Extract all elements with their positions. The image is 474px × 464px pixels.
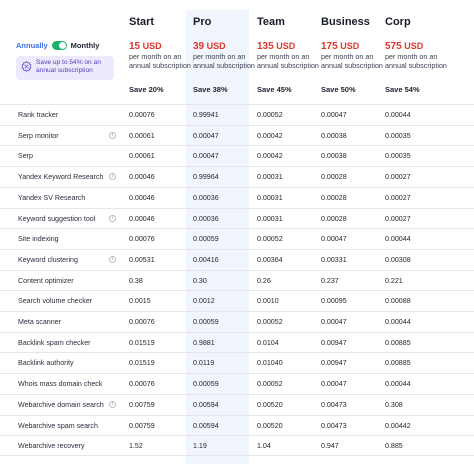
price-cell: 0.00052	[257, 111, 283, 119]
discount-icon	[21, 61, 32, 72]
plan-price: 135 USD	[257, 41, 296, 52]
price-cell: 0.00047	[321, 380, 347, 389]
plan-price: 175 USD	[321, 41, 360, 52]
feature-name: Yandex Keyword Research	[18, 173, 104, 182]
table-row	[0, 415, 474, 436]
price-cell: 0.00044	[385, 318, 411, 326]
table-row	[0, 228, 474, 249]
price-cell: 0.00047	[321, 235, 347, 244]
toggle-knob	[59, 42, 66, 49]
price-cell: 0.00759	[129, 421, 155, 430]
feature-name: Backlink authority	[18, 359, 74, 368]
price-cell: 0.00031	[257, 173, 283, 182]
price-cell: 0.00885	[385, 338, 411, 347]
plan-price-description: per month on an annual subscription	[193, 52, 255, 70]
price-cell: 0.01519	[129, 359, 155, 368]
price-cell: 0.0119	[193, 359, 215, 368]
table-row	[0, 166, 474, 187]
plan-price-description: per month on an annual subscription	[321, 52, 383, 70]
save-badge-text: Save up to 54% on an annual subscription	[36, 59, 101, 74]
price-cell: 0.00047	[193, 131, 219, 140]
price-cell: 0.00036	[193, 193, 219, 202]
price-cell: 0.947	[321, 442, 339, 451]
price-cell: 0.26	[257, 276, 271, 285]
plan-name: Team	[257, 16, 285, 28]
price-cell: 0.00031	[257, 214, 283, 223]
table-row	[0, 373, 474, 394]
feature-name: Webarchive domain search	[18, 400, 104, 409]
annually-label[interactable]: Annually	[16, 41, 48, 50]
feature-name: Keyword suggestion tool	[18, 214, 96, 223]
table-row	[0, 311, 474, 332]
price-cell: 0.0012	[193, 297, 215, 306]
price-cell: 0.00061	[129, 131, 155, 140]
price-cell: 0.01519	[129, 338, 155, 347]
price-cell: 0.99941	[193, 111, 219, 119]
price-cell: 0.00052	[257, 235, 283, 244]
plan-name: Business	[321, 16, 370, 28]
price-cell: 0.00308	[385, 255, 411, 264]
feature-name: Backlink spam checker	[18, 338, 91, 347]
info-icon[interactable]: i	[109, 401, 116, 408]
price-cell: 0.00028	[321, 193, 347, 202]
price-cell: 0.00027	[385, 193, 411, 202]
plan-price-description: per month on an annual subscription	[257, 52, 319, 70]
price-cell: 0.00095	[321, 297, 347, 306]
price-cell: 0.00031	[257, 193, 283, 202]
price-cell: 0.0015	[129, 297, 151, 306]
price-cell: 0.00076	[129, 111, 155, 119]
feature-name: Webarchive recovery	[18, 442, 85, 451]
price-cell: 0.00076	[129, 318, 155, 326]
table-row	[0, 352, 474, 373]
price-cell: 0.00046	[129, 193, 155, 202]
price-cell: 0.00047	[321, 111, 347, 119]
table-row	[0, 435, 474, 456]
price-cell: 0.00594	[193, 421, 219, 430]
price-cell: 0.00059	[193, 235, 219, 244]
price-cell: 0.00059	[193, 318, 219, 326]
billing-toggle	[16, 41, 99, 50]
feature-name: Search volume checker	[18, 297, 93, 306]
table-row	[0, 290, 474, 311]
price-cell: 0.00594	[193, 400, 219, 409]
price-cell: 0.221	[385, 276, 403, 285]
price-cell: 0.00044	[385, 380, 411, 389]
price-cell: 0.308	[385, 400, 403, 409]
price-cell: 0.00036	[193, 214, 219, 223]
plan-price-description: per month on an annual subscription	[385, 52, 447, 70]
price-cell: 0.00947	[321, 359, 347, 368]
pricing-header	[0, 0, 474, 104]
price-cell: 0.00038	[321, 152, 347, 161]
plan-savings: Save 20%	[129, 85, 164, 94]
price-cell: 0.00061	[129, 152, 155, 161]
plan-savings: Save 38%	[193, 85, 228, 94]
price-cell: 0.237	[321, 276, 339, 285]
price-cell: 0.00076	[129, 235, 155, 244]
price-cell: 0.00028	[321, 173, 347, 182]
price-cell: 0.00473	[321, 421, 347, 430]
price-cell: 0.00520	[257, 400, 283, 409]
info-icon[interactable]: i	[109, 173, 116, 180]
feature-name: Serp monitor	[18, 131, 59, 140]
price-cell: 1.52	[129, 442, 143, 451]
price-cell: 0.00331	[321, 255, 347, 264]
price-cell: 0.00759	[129, 400, 155, 409]
price-cell: 0.00047	[321, 318, 347, 326]
table-row	[0, 249, 474, 270]
plan-name: Pro	[193, 16, 212, 28]
plan-price-description: per month on an annual subscription	[129, 52, 191, 70]
price-cell: 0.00520	[257, 421, 283, 430]
price-cell: 0.99964	[193, 173, 219, 182]
price-cell: 0.00416	[193, 255, 219, 264]
price-cell: 0.38	[129, 276, 143, 285]
price-cell: 0.885	[385, 442, 403, 451]
plan-savings: Save 45%	[257, 85, 292, 94]
plan-savings: Save 54%	[385, 85, 420, 94]
price-cell: 0.00076	[129, 380, 155, 389]
feature-name: Site indexing	[18, 235, 59, 244]
price-cell: 0.00035	[385, 152, 411, 161]
price-cell: 0.00531	[129, 255, 155, 264]
info-icon[interactable]: i	[109, 132, 116, 139]
feature-name: Rank tracker	[18, 111, 59, 119]
price-cell: 0.00364	[257, 255, 283, 264]
save-badge	[16, 56, 114, 80]
price-cell: 0.00046	[129, 214, 155, 223]
price-cell: 1.04	[257, 442, 271, 451]
price-cell: 0.00947	[321, 338, 347, 347]
price-cell: 0.00088	[385, 297, 411, 306]
price-cell: 0.00046	[129, 173, 155, 182]
feature-name: Serp	[18, 152, 33, 161]
price-cell: 0.00044	[385, 235, 411, 244]
feature-name: Yandex SV Research	[18, 193, 86, 202]
price-cell: 0.00035	[385, 131, 411, 140]
plan-price: 15 USD	[129, 41, 162, 52]
table-row	[0, 187, 474, 208]
price-cell: 0.01040	[257, 359, 283, 368]
price-cell: 0.00047	[193, 152, 219, 161]
price-cell: 0.0104	[257, 338, 279, 347]
price-cell: 0.00885	[385, 359, 411, 368]
billing-period-switch[interactable]	[52, 41, 67, 50]
plan-name: Start	[129, 16, 155, 28]
price-cell: 0.00059	[193, 380, 219, 389]
table-row	[0, 125, 474, 146]
table-row	[0, 145, 474, 166]
table-row	[0, 208, 474, 229]
plan-name: Corp	[385, 16, 411, 28]
feature-name: Meta scanner	[18, 318, 61, 326]
price-cell: 0.0010	[257, 297, 279, 306]
plan-price: 575 USD	[385, 41, 424, 52]
plan-savings: Save 50%	[321, 85, 356, 94]
monthly-label[interactable]: Monthly	[70, 41, 100, 50]
price-cell: 0.00044	[385, 111, 411, 119]
price-cell: 0.00052	[257, 380, 283, 389]
price-cell: 1.19	[193, 442, 207, 451]
price-cell: 0.30	[193, 276, 207, 285]
feature-name: Whois mass domain check	[18, 380, 103, 389]
table-row	[0, 104, 474, 125]
info-icon[interactable]: i	[109, 215, 116, 222]
price-cell: 0.00028	[321, 214, 347, 223]
table-row	[0, 332, 474, 353]
price-cell: 0.00042	[257, 131, 283, 140]
price-cell: 0.00052	[257, 318, 283, 326]
feature-name: Webarchive spam search	[18, 421, 98, 430]
feature-name: Keyword clustering	[18, 255, 78, 264]
feature-name: Content optimizer	[18, 276, 74, 285]
price-cell: 0.9881	[193, 338, 215, 347]
price-cell: 0.00042	[257, 152, 283, 161]
table-row	[0, 270, 474, 291]
table-row	[0, 394, 474, 415]
info-icon[interactable]: i	[109, 256, 116, 263]
price-cell: 0.00442	[385, 421, 411, 430]
plan-price: 39 USD	[193, 41, 226, 52]
price-cell: 0.00473	[321, 400, 347, 409]
price-cell: 0.00027	[385, 214, 411, 223]
price-cell: 0.00038	[321, 131, 347, 140]
price-cell: 0.00027	[385, 173, 411, 182]
